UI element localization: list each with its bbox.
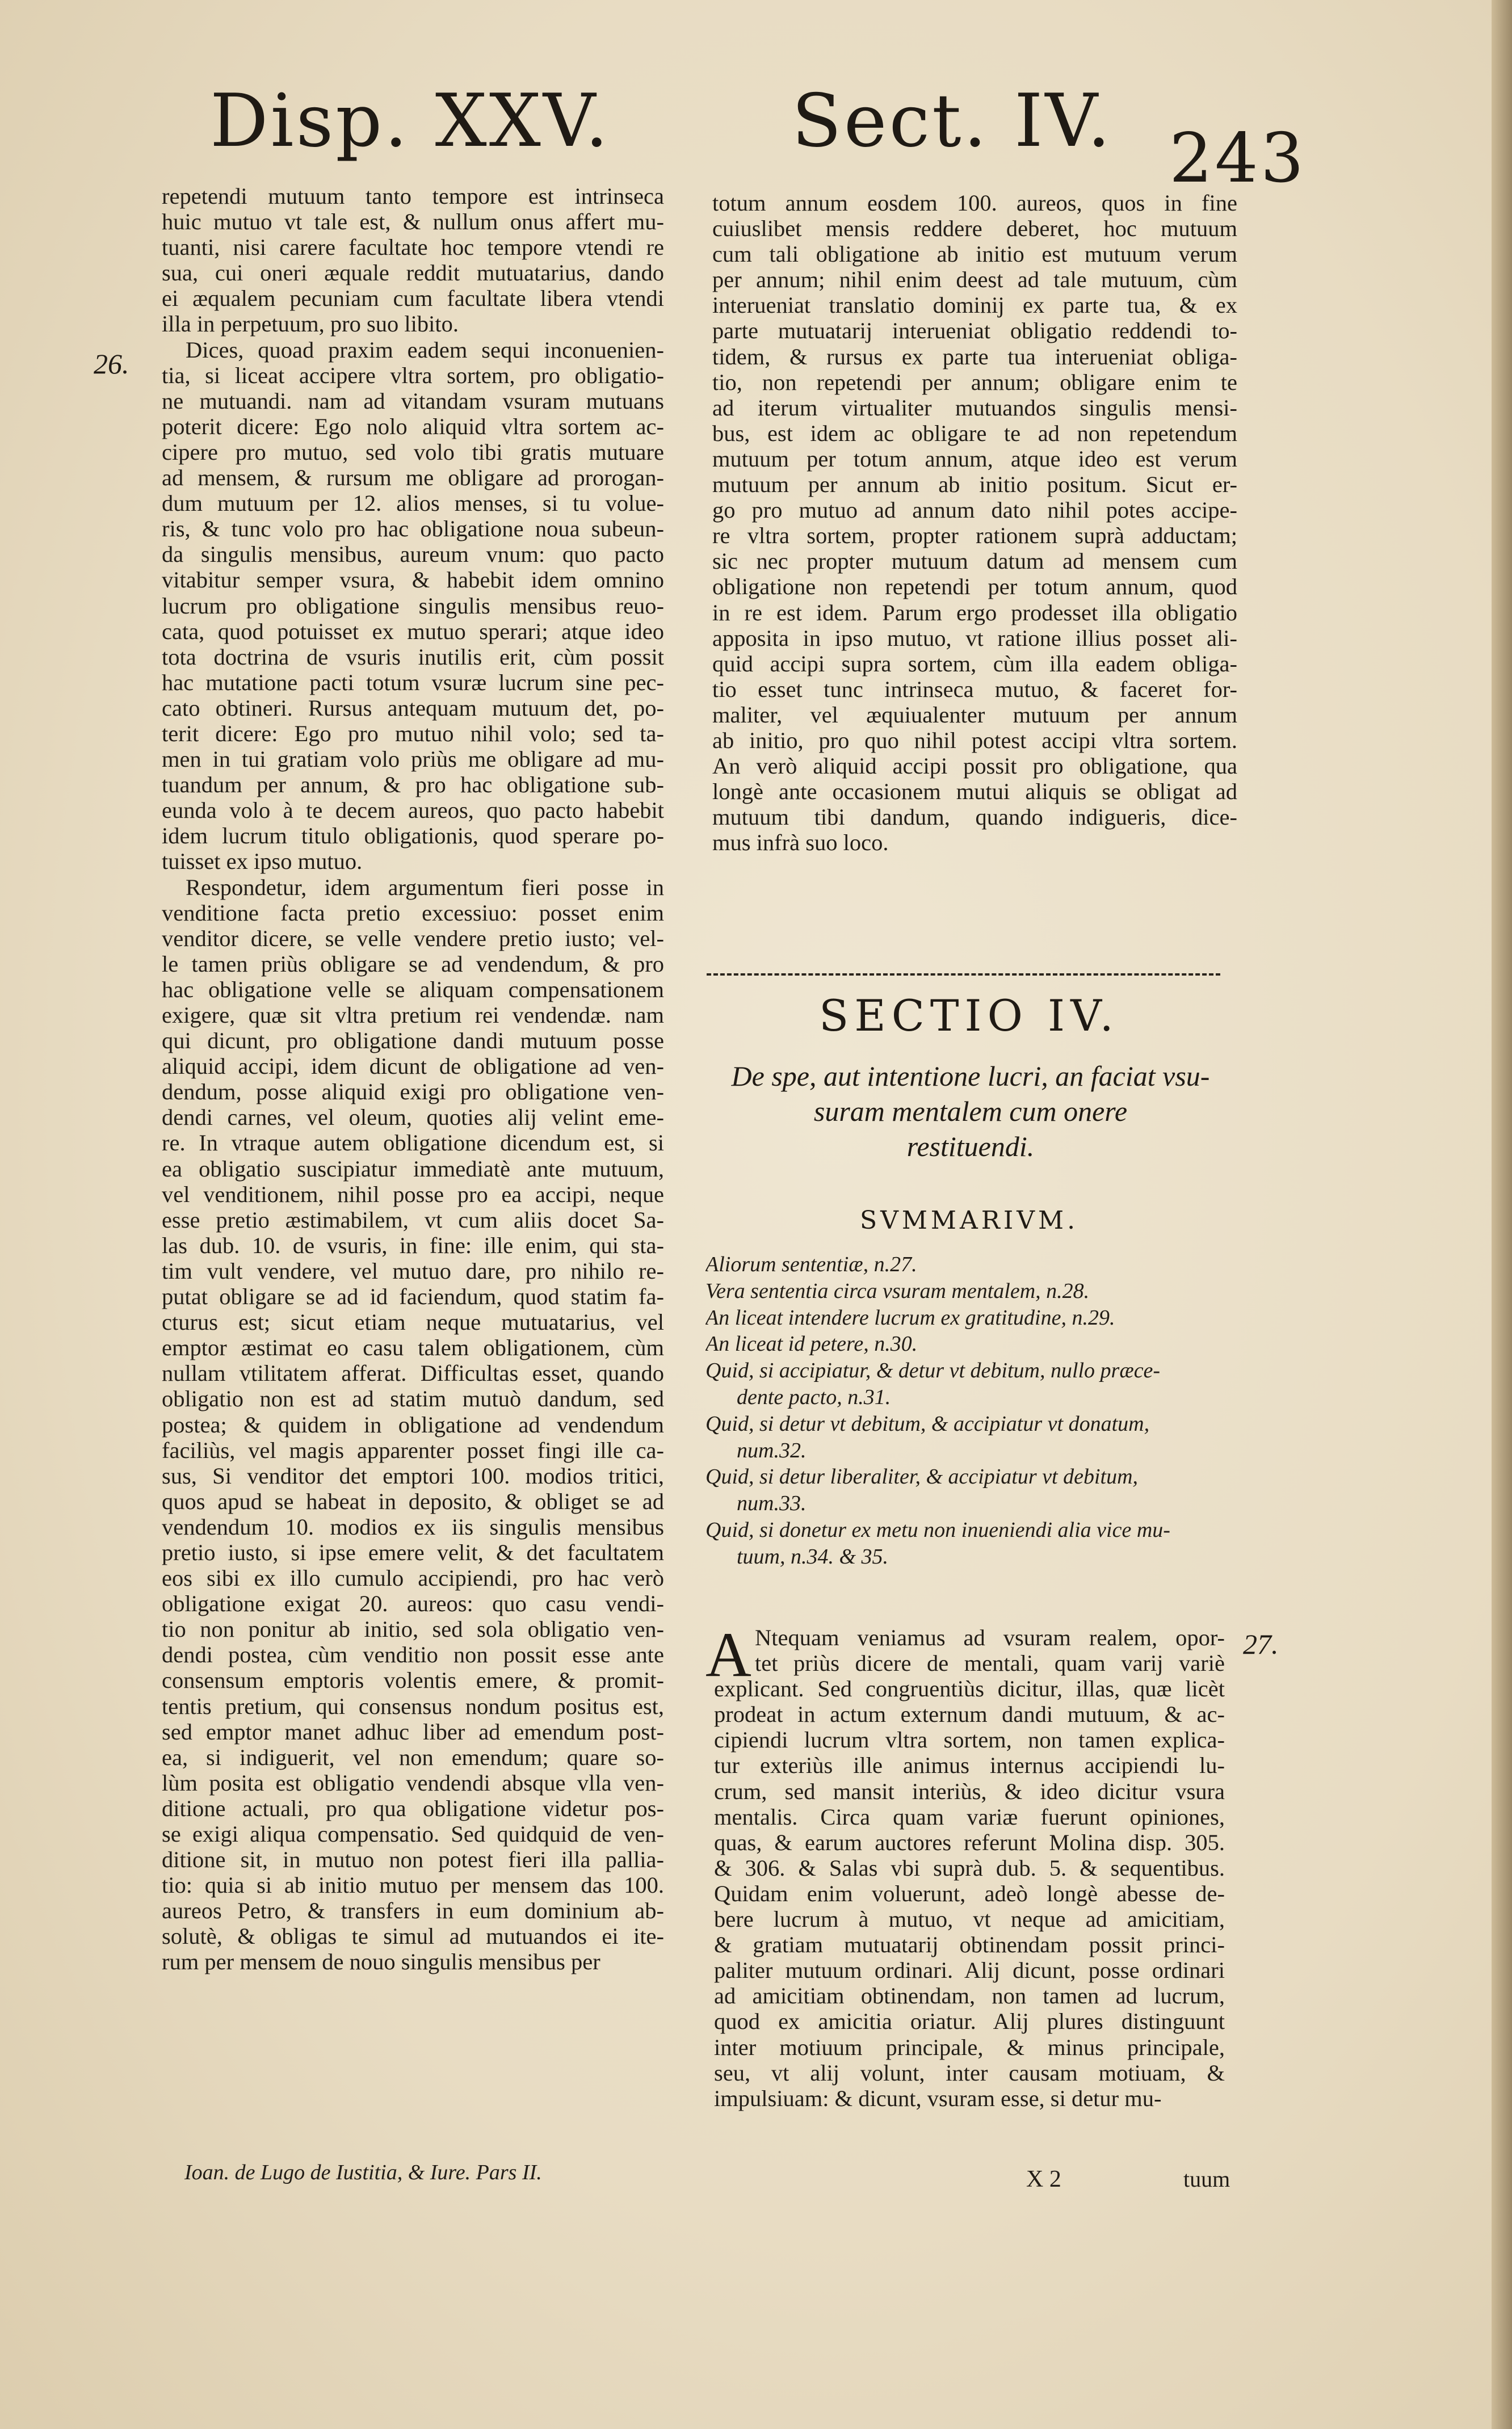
text-line: tidem, & rursus ex parte tua interueniat obliga- [712,343,1237,369]
summarium-list [705,1251,1225,1570]
text-line: bus, est idem ac obligare te ad non repetendum [712,420,1237,446]
text-line: quos apud se habeat in deposito, & obliget se ad [162,1488,664,1514]
text-line: mutuum tibi dandum, quando indigueris, dice- [712,804,1237,830]
text-line: quid accipi supra sortem, cùm illa eadem obliga- [712,650,1237,676]
page-number: 243 [1169,119,1307,198]
text-line: repetendi mutuum tanto tempore est intrinseca [162,183,664,209]
text-line: obligatione non repetendi per totum annum, quod [712,574,1237,600]
section-divider-rule [707,973,1220,976]
summarium-entry: An liceat id petere, n.30. [705,1332,918,1356]
text-line: poterit dicere: Ego nolo aliquid vltra sortem ac- [162,413,664,439]
text-line: venditione facta pretio excessiuo: posset enim [162,900,664,926]
text-line: prodeat in actum externum dandi mutuum, & ac- [714,1701,1225,1728]
text-line: men in tui gratiam volo priùs me obligare ad mu- [162,746,664,772]
text-line: le tamen priùs obligare se ad vendendum, & pro [162,951,664,977]
text-line: pretio iusto, si ipse emere velit, & det facultatem [162,1539,664,1565]
text-line: ei æqualem pecuniam cum facultate libera vtendi [162,285,664,312]
text-line: obligatio non est ad statim mutuò dandum, sed [162,1386,664,1412]
text-line: ab initio, pro quo nihil potest accipi vltra sortem. [712,727,1237,753]
section-subtitle-line: suram mentalem cum onere [813,1095,1128,1127]
text-line: quas, & earum auctores referunt Molina disp. 305. [714,1829,1225,1855]
summarium-entry: Aliorum sententiæ, n.27. [705,1253,917,1276]
text-line: tuisset ex ipso mutuo. [162,848,363,875]
text-line: exigere, quæ sit vltra pretium rei vendendæ. nam [162,1002,664,1028]
text-line: obligatione exigat 20. aureos: quo casu vendi- [162,1591,664,1617]
text-line: huic mutuo vt tale est, & nullum onus affert mu- [162,209,664,235]
text-line: sus, Si venditor det emptori 100. modios tritici, [162,1463,664,1489]
text-line: ditione actuali, pro qua obligatione videtur pos- [162,1795,664,1821]
text-line: ne mutuandi. nam ad vitandam vsuram mutuans [162,388,664,414]
text-line: putat obligare se ad id faciendum, quod statim fa- [162,1284,664,1310]
text-line: re vltra sortem, propter rationem suprà adductam; [712,523,1237,549]
text-line: emptor æstimat eo casu talem obligationem, cùm [162,1335,664,1361]
text-line: tio esset tunc intrinseca mutuo, & faceret for- [712,676,1237,702]
summarium-entry: num.32. [737,1438,807,1463]
text-line: aliquid accipi, idem dicunt de obligatione ad ven- [162,1053,664,1079]
text-line: & 306. & Salas vbi suprà dub. 5. & sequentibus. [714,1855,1225,1881]
text-line: parte mutuatarij interueniat obligatio reddendi to- [712,318,1237,344]
margin-number-27: 27. [1243,1628,1279,1660]
text-line: postea; & quidem in obligatione ad vendendum [162,1411,664,1438]
text-line: esse pretio æstimabilem, vt cum aliis docet Sa- [162,1207,664,1233]
summarium-entry: An liceat intendere lucrum ex gratitudine, n.29. [705,1305,1115,1330]
summarium-title: SVMMARIVM. [859,1206,1079,1235]
text-line: cuiuslibet mensis reddere deberet, hoc mutuum [712,216,1237,242]
text-line: tuanti, nisi carere facultate hoc tempore vtendi re [162,234,664,260]
text-line: crum, sed mansit interiùs, & ideo dicitur vsura [714,1778,1225,1804]
text-line: cturus est; sicut etiam neque mutuatarius, vel [162,1309,664,1335]
text-line: idem lucrum titulo obligationis, quod sperare po- [162,823,664,849]
text-line: tia, si liceat accipere vltra sortem, pro obligatio- [162,362,664,388]
summarium-entry: tuum, n.34. & 35. [737,1544,889,1569]
text-line: mutuum per totum annum, atque ideo est verum [712,446,1237,472]
text-line: interueniat translatio dominij ex parte tua, & ex [712,292,1237,318]
catchword: tuum [1183,2166,1230,2192]
text-line: vendendum 10. modios ex iis singulis mensibus [162,1514,664,1540]
text-line: qui dicunt, pro obligatione dandi mutuum posse [162,1028,664,1054]
text-line: faciliùs, vel magis apparenter posset fingi ille ca- [162,1437,664,1463]
summarium-entry: Quid, si donetur ex metu non inueniendi alia vice mu- [705,1518,1170,1542]
running-head-left: Disp. XXV. [210,79,611,163]
section-subtitle [712,1058,1229,1164]
text-line: hac mutatione pacti totum vsuræ lucrum sine pec- [162,669,664,695]
text-line: venditor dicere, se velle vendere pretio iusto; vel- [162,925,664,951]
summarium-entry: dente pacto, n.31. [737,1385,891,1409]
text-line: cata, quod potuisset ex mutuo sperari; atque ideo [162,618,664,644]
text-line: longè ante occasionem mutui aliquis se obligat ad [712,779,1237,805]
text-line: re. In vtraque autem obligatione dicendum est, si [162,1130,664,1156]
text-line: dum mutuum per 12. alios menses, si tu volue- [162,490,664,516]
text-line: aureos Petro, & transfers in eum dominium ab- [162,1898,664,1924]
text-line: lùm posita est obligatio vendendi absque vlla ven- [162,1770,664,1796]
text-line: Respondetur, idem argumentum fieri posse in [186,874,664,900]
text-line: explicant. Sed congruentiùs dicitur, illas, quæ licèt [714,1676,1225,1702]
text-line: Dices, quoad praxim eadem sequi inconuenien- [186,337,664,363]
text-line: ad iterum virtualiter mutuandos singulis mensi- [712,394,1237,421]
section-subtitle-line: restituendi. [906,1131,1035,1162]
text-line: nullam vtilitatem afferat. Difficultas esset, quando [162,1360,664,1386]
text-line: eos sibi ex illo cumulo accipiendi, pro hac verò [162,1565,664,1591]
text-line: tio: quia si ab initio mutuo per mensem das 100. [162,1872,664,1898]
text-line: tet priùs dicere de mentali, quam varij variè [755,1650,1225,1676]
text-line: se exigi aliqua compensatio. Sed quidquid de ven- [162,1821,664,1847]
text-line: impulsiuam: & dicunt, vsuram esse, si detur mu- [714,2085,1162,2111]
summarium-entry: Vera sententia circa vsuram mentalem, n.28. [705,1279,1090,1303]
text-line: cato obtineri. Rursus antequam mutuum det, po- [162,695,664,721]
text-line: ad mensem, & rursum me obligare ad prorogan- [162,465,664,491]
text-line: sed emptor manet adhuc liber ad emendum post- [162,1718,664,1745]
section-title: SECTIO IV. [819,990,1119,1041]
text-line: seu, vt alij volunt, inter causam motiuam, & [714,2060,1225,2086]
text-line: ad amicitiam obtinendam, non tamen ad lucrum, [714,1983,1225,2009]
drop-cap: A [705,1620,751,1690]
right-column-text-top [712,190,1237,855]
signature-mark: X 2 [1026,2166,1061,2192]
text-line: cum tali obligatione ab initio est mutuum verum [712,241,1237,267]
text-line: illa in perpetuum, pro suo libito. [162,311,459,337]
text-line: tio, non repetendi per annum; obligare enim te [712,369,1237,395]
text-line: cipiendi lucrum vltra sortem, non tamen explica- [714,1727,1225,1753]
margin-number-26: 26. [94,348,129,380]
summarium-entry: Quid, si accipiatur, & detur vt debitum, nullo præce- [705,1359,1161,1383]
text-line: inter motiuum principale, & minus principale, [714,2034,1225,2060]
text-line: An verò aliquid accipi possit pro obligatione, qua [712,753,1237,779]
text-line: go pro mutuo ad annum dato nihil potes accipe- [712,497,1237,523]
left-column-text [162,183,664,1975]
text-line: per annum; nihil enim deest ad tale mutuum, cùm [712,267,1237,293]
text-line: eunda volo à te decem aureos, quo pacto habebit [162,797,664,823]
text-line: las dub. 10. de vsuris, in fine: ille enim, qui sta- [162,1232,664,1258]
text-line: mentalis. Circa quam variæ fuerunt opiniones, [714,1804,1225,1830]
text-line: vitabitur semper vsura, & habebit idem omnino [162,567,664,593]
text-line: dendum, posse aliquid exigi pro obligatione ven- [162,1079,664,1105]
text-line: ris, & tunc volo pro hac obligatione noua subeun- [162,516,664,542]
text-line: tentis pretium, qui consensus nondum positus est, [162,1693,664,1719]
text-line: totum annum eosdem 100. aureos, quos in fine [712,190,1237,216]
text-line: ditione sit, in mutuo non potest fieri illa pallia- [162,1847,664,1873]
text-line: quod ex amicitia oriatur. Alij plures distinguunt [714,2008,1225,2035]
page-gutter [1492,0,1512,2429]
text-line: hac obligatione velle se aliquam compensationem [162,976,664,1002]
text-line: ea obligatio suscipiatur immediatè ante mutuum, [162,1155,664,1182]
text-line: paliter mutuum ordinari. Alij dicunt, posse ordinari [714,1957,1225,1983]
text-line: tota doctrina de vsuris inutilis erit, cùm possit [162,644,664,670]
text-line: mutuum per annum ab initio positum. Sicut er- [712,472,1237,498]
footer-title: Ioan. de Lugo de Iustitia, & Iure. Pars II. [184,2161,542,2184]
running-head-section: Sect. IV. [792,79,1113,163]
text-line: dendi carnes, vel oleum, quoties alij velint eme- [162,1104,664,1131]
text-line: sua, cui oneri æquale reddit mutuatarius, dando [162,260,664,286]
text-line: Quidam enim voluerunt, adeò longè abesse de- [714,1880,1225,1906]
right-column-text-bottom [714,1625,1225,2111]
text-line: bere lucrum à mutuo, vt neque ad amicitiam, [714,1906,1225,1932]
text-line: maliter, vel æquiualenter mutuum per annum [712,701,1237,728]
text-line: vel venditionem, nihil posse pro ea accipi, neque [162,1181,664,1207]
text-line: da singulis mensibus, aureum vnum: quo pacto [162,541,664,568]
text-line: tio non ponitur ab initio, sed sola obligatio ven- [162,1616,664,1642]
text-line: rum per mensem de nouo singulis mensibus per [162,1949,600,1975]
text-line: dendi postea, cùm venditio non possit esse ante [162,1642,664,1668]
text-line: mus infrà suo loco. [712,830,889,856]
text-line: ea, si indiguerit, vel non emendum; quare so- [162,1744,664,1770]
text-line: in re est idem. Parum ergo prodesset illa obligatio [712,599,1237,625]
text-line: tur exteriùs ille animus internus accipiendi lu- [714,1753,1225,1779]
text-line: Ntequam veniamus ad vsuram realem, opor- [755,1625,1225,1650]
text-line: consensum emptoris volentis emere, & promit- [162,1667,664,1693]
text-line: & gratiam mutuatarij obtinendam possit princi- [714,1932,1225,1958]
summarium-entry: Quid, si detur vt debitum, & accipiatur vt donatum, [705,1411,1150,1436]
text-line: sic nec propter mutuum datum ad mensem cum [712,548,1237,574]
text-line: tim vult vendere, vel mutuo dare, pro nihilo re- [162,1258,664,1284]
text-line: solutè, & obligas te simul ad mutuandos ei ite- [162,1923,664,1949]
section-subtitle-line: De spe, aut intentione lucri, an faciat vsu- [731,1060,1210,1092]
summarium-entry: Quid, si detur liberaliter, & accipiatur vt debitum, [705,1465,1139,1489]
text-line: terit dicere: Ego pro mutuo nihil volo; sed ta- [162,720,664,746]
text-line: apposita in ipso mutuo, vt ratione illius posset ali- [712,625,1237,651]
summarium-entry: num.33. [737,1491,807,1516]
text-line: tuandum per annum, & pro hac obligatione sub- [162,772,664,798]
text-line: cipere pro mutuo, sed volo tibi gratis mutuare [162,439,664,465]
text-line: lucrum pro obligatione singulis mensibus reuo- [162,592,664,619]
